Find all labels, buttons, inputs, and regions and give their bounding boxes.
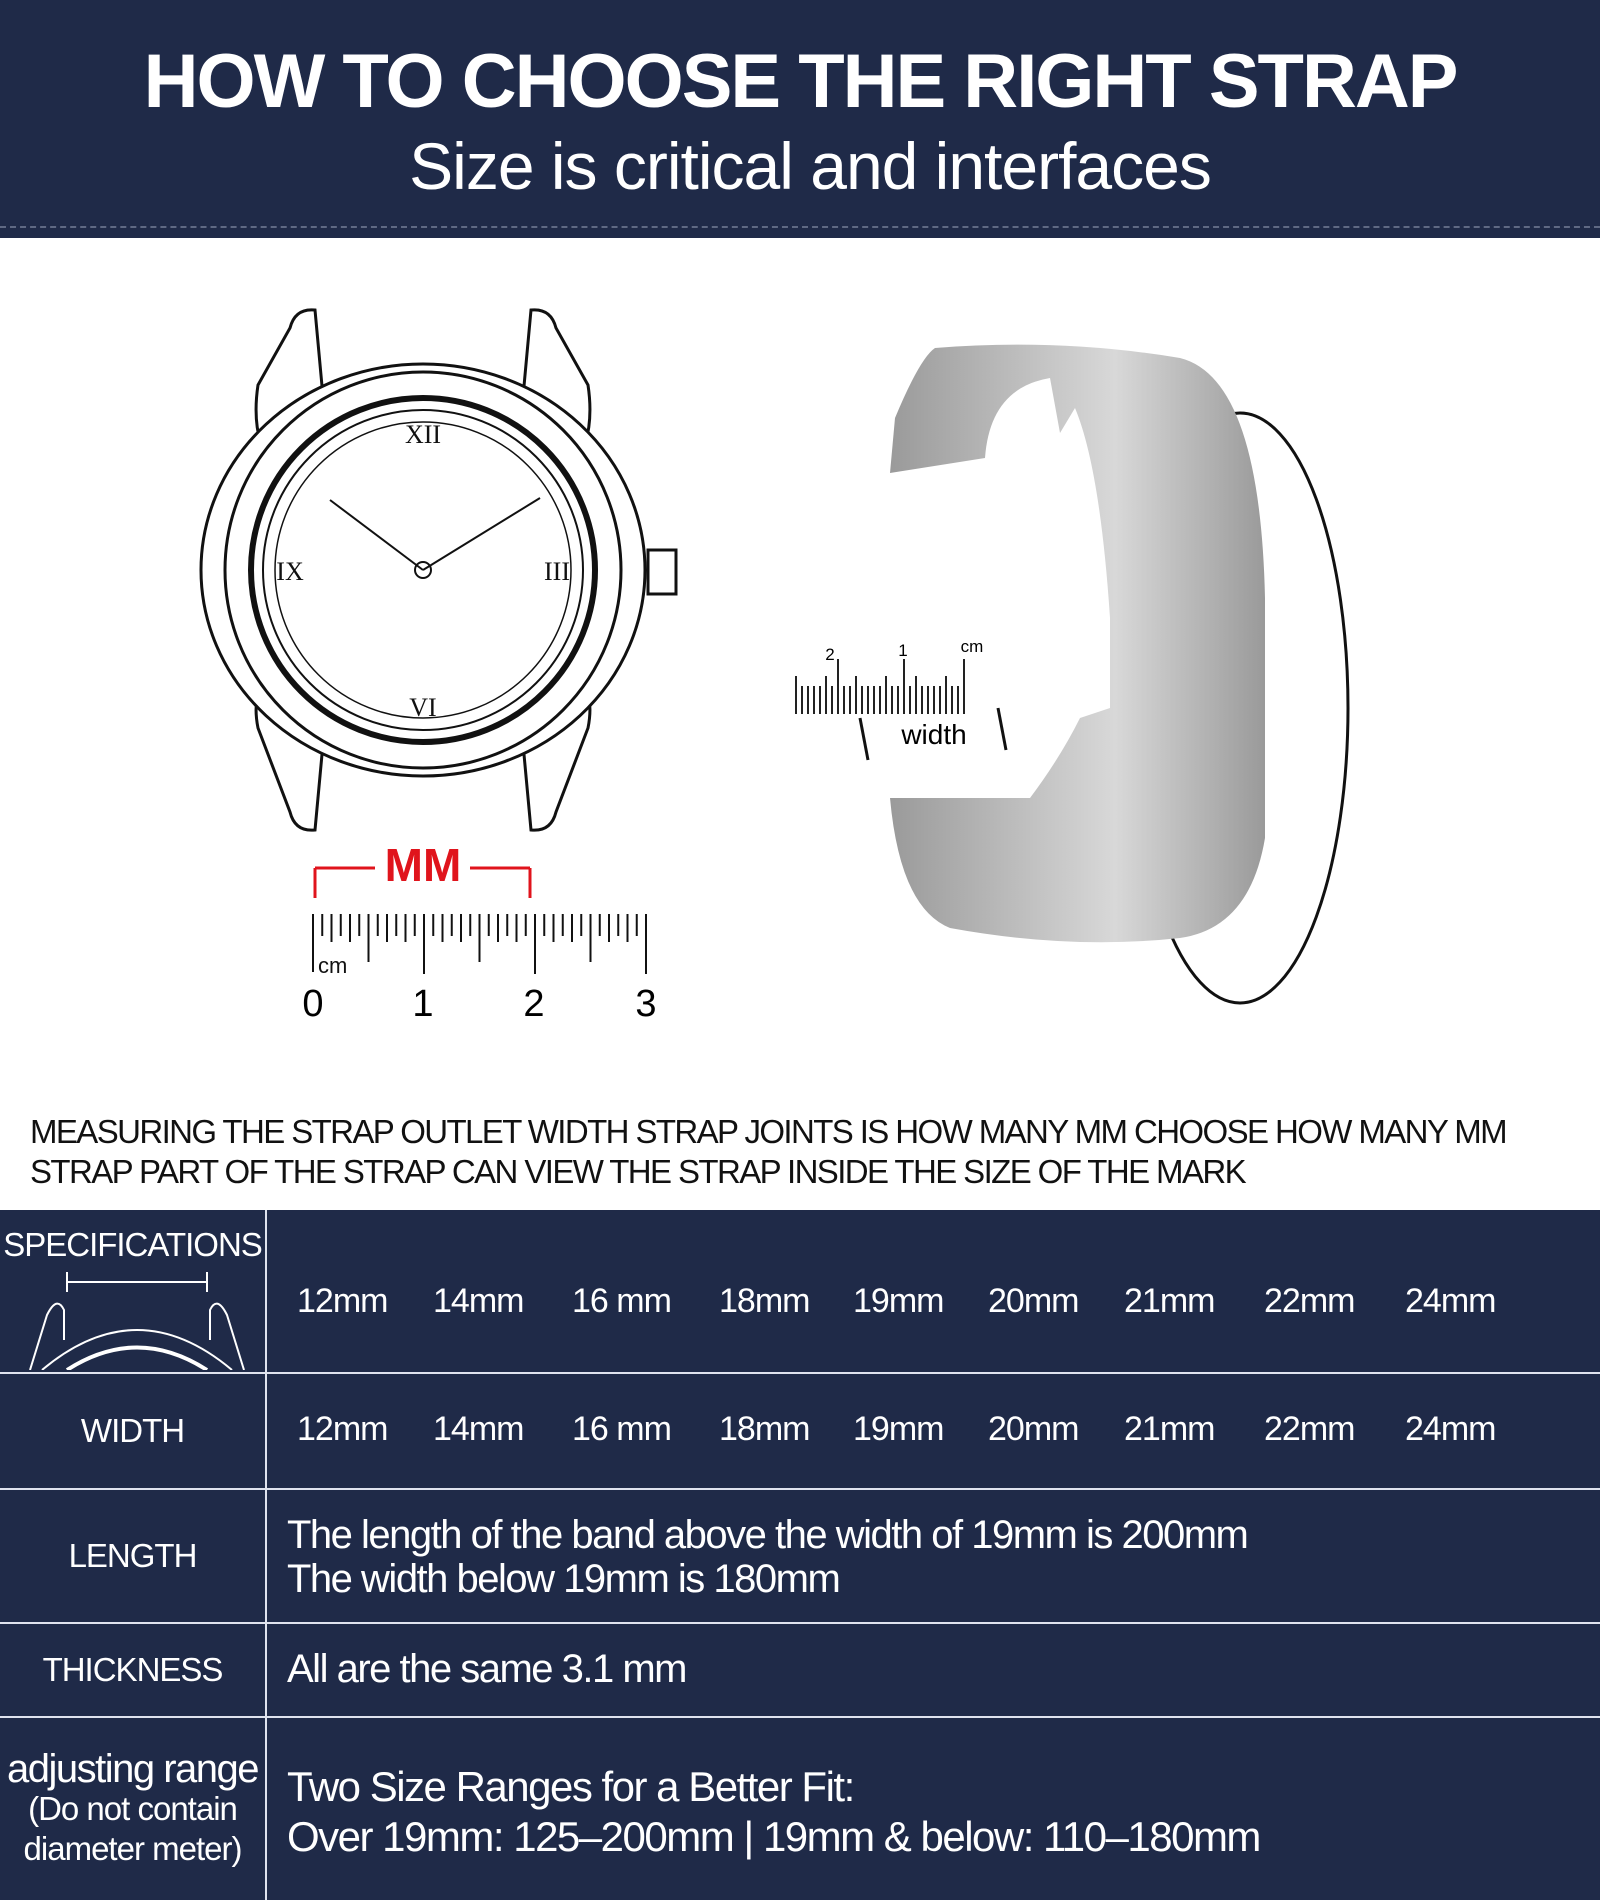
mm-label: MM: [384, 839, 462, 891]
adjusting-label: adjusting range: [6, 1747, 259, 1791]
strap-illustration: [890, 345, 1348, 1003]
specifications-text: SPECIFICATIONS: [3, 1226, 262, 1263]
svg-text:IX: IX: [276, 557, 304, 586]
ruler-label-2: 2: [523, 983, 545, 1025]
width-label: WIDTH: [0, 1374, 267, 1488]
specifications-value: 21mm: [1124, 1282, 1215, 1320]
specifications-value: 19mm: [853, 1282, 944, 1320]
strap-ruler-unit: cm: [960, 637, 984, 656]
measuring-description: MEASURING THE STRAP OUTLET WIDTH STRAP JOINTS IS HOW MANY MM CHOOSE HOW MANY MM STRAP PART OF THE STRAP CAN VIEW THE STRAP INSIDE THE SIZE OF THE MARK: [30, 1113, 1507, 1190]
header-banner: [0, 0, 1600, 238]
width-value: 12mm: [297, 1410, 388, 1448]
adjusting-sublabel-1: (Do not contain: [28, 1790, 237, 1827]
table-row-specifications: [0, 1210, 1600, 1372]
svg-text:VI: VI: [409, 693, 437, 722]
specifications-value: 24mm: [1405, 1282, 1496, 1320]
specifications-value: 18mm: [719, 1282, 810, 1320]
width-value: 21mm: [1124, 1410, 1215, 1448]
strap-ruler: [796, 659, 964, 714]
ruler-unit: cm: [318, 953, 348, 978]
width-label: width: [901, 719, 967, 750]
specifications-value: 16 mm: [572, 1282, 671, 1320]
page-title: HOW TO CHOOSE THE RIGHT STRAP: [143, 39, 1457, 124]
length-line-2: The width below 19mm is 180mm: [287, 1557, 840, 1601]
table-row-adjusting: [0, 1716, 1600, 1900]
length-label: LENGTH: [0, 1490, 267, 1622]
thickness-label: THICKNESS: [0, 1624, 267, 1716]
ruler-label-3: 3: [635, 983, 657, 1025]
svg-text:XII: XII: [404, 420, 442, 449]
adjusting-sublabel-2: diameter meter): [23, 1830, 242, 1867]
length-line-1: The length of the band above the width of 19mm is 200mm: [287, 1513, 1248, 1557]
adjusting-line-1: Two Size Ranges for a Better Fit:: [287, 1763, 854, 1810]
table-row-thickness: [0, 1622, 1600, 1716]
adjusting-line-2: Over 19mm: 125–200mm | 19mm & below: 110–180mm: [287, 1813, 1260, 1860]
strap-ruler-label-2: 2: [825, 645, 835, 664]
page-subtitle: Size is critical and interfaces: [409, 129, 1211, 203]
adjusting-label-cell: [0, 1718, 267, 1900]
width-value: 19mm: [853, 1410, 944, 1448]
specifications-label: [0, 1210, 267, 1372]
watch-illustration: [201, 310, 676, 830]
watch-width-icon: [22, 1270, 252, 1370]
width-value: 20mm: [988, 1410, 1079, 1448]
strap-ruler-label-1: 1: [898, 641, 908, 660]
divider: [0, 226, 1600, 228]
measurement-diagram: [0, 238, 1600, 1108]
spec-table: [0, 1210, 1600, 1900]
specifications-value: 12mm: [297, 1282, 388, 1320]
width-value: 14mm: [433, 1410, 524, 1448]
width-value: 16 mm: [572, 1410, 671, 1448]
specifications-value: 14mm: [433, 1282, 524, 1320]
thickness-value: All are the same 3.1 mm: [287, 1647, 686, 1691]
ruler-label-1: 1: [412, 983, 434, 1025]
ruler-label-0: 0: [302, 983, 324, 1025]
table-row-length: [0, 1488, 1600, 1622]
specifications-value: 22mm: [1264, 1282, 1355, 1320]
width-value: 18mm: [719, 1410, 810, 1448]
watch-ruler: [313, 914, 646, 974]
table-row-width: [0, 1372, 1600, 1488]
svg-text:III: III: [544, 557, 570, 586]
specifications-value: 20mm: [988, 1282, 1079, 1320]
width-value: 22mm: [1264, 1410, 1355, 1448]
width-value: 24mm: [1405, 1410, 1496, 1448]
